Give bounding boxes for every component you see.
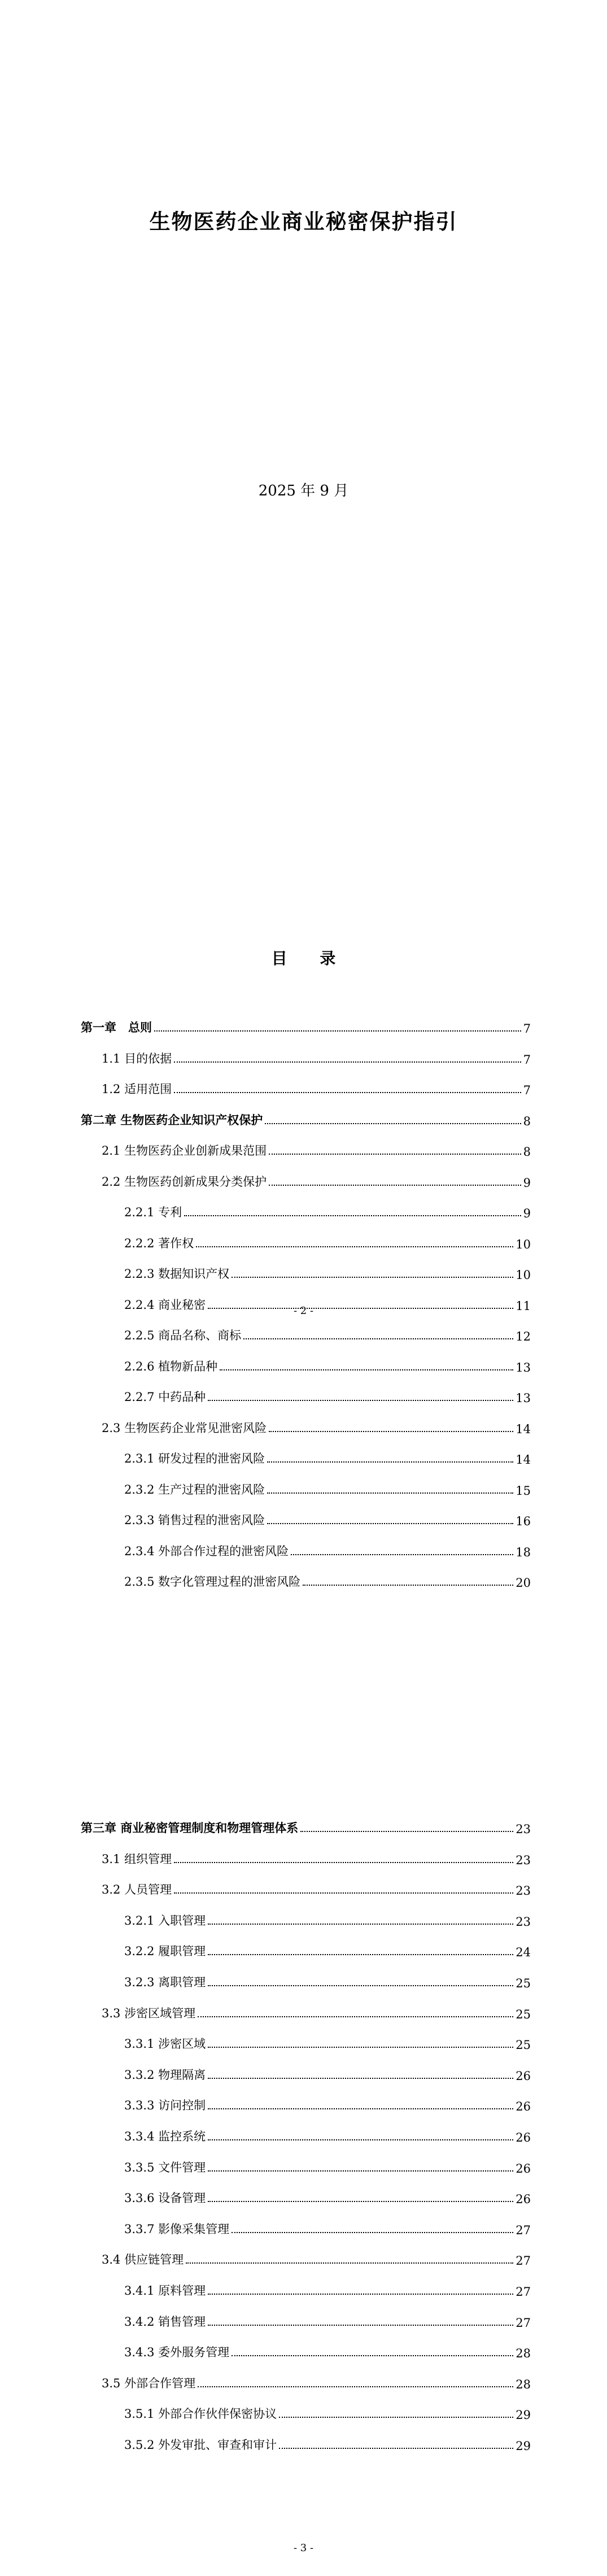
toc-dot-leader [198, 2386, 513, 2387]
toc-entry[interactable] [124, 1447, 531, 1467]
toc-dot-leader [232, 2232, 513, 2233]
toc-entry-title: 3.1 组织管理 [102, 1852, 172, 1866]
toc-entry-title: 第一章 总则 [81, 1020, 152, 1034]
toc-entry-title: 2.2 生物医药创新成果分类保护 [102, 1174, 267, 1189]
toc-entry-title: 2.2.2 著作权 [124, 1236, 194, 1250]
toc-dot-leader [208, 1400, 513, 1401]
toc-entry-title: 3.3.6 设备管理 [124, 2191, 206, 2205]
toc-entry[interactable] [81, 1817, 531, 1836]
toc-dot-leader [220, 1369, 513, 1370]
toc-dot-leader [208, 2294, 513, 2295]
toc-dot-leader [269, 1431, 513, 1432]
toc-dot-leader [232, 1277, 513, 1278]
toc-entry-title: 3.3.4 监控系统 [124, 2130, 206, 2143]
toc-dot-leader [208, 2139, 513, 2140]
cover-page [0, 0, 607, 873]
document-date: 2025 年 9 月 [258, 482, 349, 499]
toc-entry[interactable] [124, 1509, 531, 1528]
toc-entry-page: 13 [516, 1360, 531, 1374]
toc-entry-page: 14 [516, 1422, 531, 1436]
toc-entry-page: 9 [523, 1176, 531, 1190]
toc-entry-title: 3.2 人员管理 [102, 1883, 172, 1897]
toc-entry[interactable] [124, 1478, 531, 1498]
toc-entry-page: 7 [523, 1052, 531, 1067]
toc-dot-leader [291, 1554, 513, 1555]
toc-entry-page: 20 [516, 1576, 531, 1590]
toc-entry-page: 10 [516, 1237, 531, 1251]
toc-entry-title: 3.2.2 履职管理 [124, 1944, 206, 1959]
toc-dot-leader [279, 2417, 513, 2418]
toc-entry-page: 23 [516, 1822, 531, 1836]
toc-dot-leader [269, 1185, 521, 1186]
toc-entry-title: 3.3.7 影像采集管理 [124, 2222, 230, 2236]
toc-entry[interactable] [102, 2372, 531, 2391]
toc-entry[interactable] [102, 1848, 531, 1867]
toc-dot-leader [184, 1215, 521, 1216]
toc-dot-leader [198, 2016, 513, 2017]
toc-entry-page: 26 [516, 2100, 531, 2114]
toc-entry-page: 28 [516, 2377, 531, 2391]
toc-entry-title: 2.2.4 商业秘密 [124, 1298, 206, 1312]
toc-dot-leader [174, 1061, 521, 1063]
toc-dot-leader [154, 1030, 521, 1032]
toc-dot-leader [267, 1523, 513, 1524]
toc-entry-page: 13 [516, 1391, 531, 1405]
toc-entry-title: 2.3.2 生产过程的泄密风险 [124, 1482, 265, 1496]
page-number: - 2 - [293, 1305, 314, 1317]
toc-entry-title: 2.3 生物医药企业常见泄密风险 [102, 1421, 267, 1435]
toc-entry[interactable] [124, 1386, 531, 1405]
toc-entry-page: 7 [523, 1084, 531, 1097]
toc-dot-leader [300, 1831, 513, 1832]
document-title: 生物医药企业商业秘密保护指引 [149, 209, 458, 234]
toc-entry-page: 25 [516, 1977, 531, 1990]
toc-entry-page: 10 [516, 1268, 531, 1282]
toc-dot-leader [208, 2078, 513, 2079]
toc-entry[interactable] [124, 1355, 531, 1374]
toc-dot-leader [208, 1954, 513, 1955]
toc-entry[interactable] [124, 1201, 531, 1220]
toc-entry-page: 23 [516, 1914, 531, 1929]
toc-entry[interactable] [102, 1047, 531, 1067]
toc-entry-page: 7 [523, 1022, 531, 1035]
toc-dot-leader [208, 2047, 513, 2048]
toc-entry-title: 2.2.3 数据知识产权 [124, 1267, 230, 1281]
toc-dot-leader [265, 1123, 521, 1124]
toc-entry-title: 3.4 供应链管理 [102, 2253, 184, 2267]
toc-entry-title: 3.3 涉密区域管理 [102, 2006, 196, 2020]
toc-entry[interactable] [124, 1540, 531, 1559]
toc-entry[interactable] [124, 1263, 531, 1282]
toc-entry-page: 27 [516, 2316, 531, 2330]
toc-dot-leader [243, 1338, 513, 1339]
toc-page-2 [0, 1713, 607, 2576]
toc-entry[interactable] [124, 1909, 531, 1929]
toc-entry[interactable] [81, 1016, 531, 1035]
toc-dot-leader [267, 1461, 513, 1463]
toc-entry[interactable] [124, 1940, 531, 1959]
toc-dot-leader [208, 2108, 513, 2109]
toc-entry[interactable] [124, 2187, 531, 2206]
toc-entry-page: 23 [516, 1853, 531, 1867]
toc-entry-title: 3.5 外部合作管理 [102, 2376, 196, 2390]
toc-entry[interactable] [124, 2125, 531, 2144]
toc-entry-title: 第三章 商业秘密管理制度和物理管理体系 [81, 1821, 299, 1835]
toc-entry-page: 25 [516, 2007, 531, 2021]
toc-entry-page: 8 [523, 1114, 531, 1128]
toc-entry-title: 1.1 目的依据 [102, 1051, 172, 1065]
toc-entry[interactable] [124, 2064, 531, 2083]
toc-dot-leader [174, 1092, 521, 1093]
toc-entry-title: 2.2.1 专利 [124, 1206, 182, 1219]
toc-entry-title: 3.4.1 原料管理 [124, 2284, 206, 2297]
toc-dot-leader [267, 1492, 513, 1494]
toc-entry-title: 第二章 生物医药企业知识产权保护 [81, 1112, 263, 1127]
toc-entry-title: 2.3.4 外部合作过程的泄密风险 [124, 1544, 289, 1558]
toc-entry-title: 3.2.3 离职管理 [124, 1975, 206, 1989]
toc-entry[interactable] [124, 1324, 531, 1343]
toc-dot-leader [186, 2262, 513, 2264]
toc-entry[interactable] [124, 1570, 531, 1590]
toc-entry[interactable] [102, 2248, 531, 2268]
toc-entry[interactable] [124, 1971, 531, 1990]
toc-entry[interactable] [81, 1109, 531, 1128]
toc-entry-page: 14 [516, 1453, 531, 1467]
toc-entry-page: 26 [516, 2069, 531, 2083]
toc-entry-page: 29 [516, 2408, 531, 2422]
toc-entry-title: 2.1 生物医药企业创新成果范围 [102, 1144, 267, 1158]
toc-entry[interactable] [124, 2279, 531, 2299]
toc-entry-page: 26 [516, 2161, 531, 2175]
toc-dot-leader [208, 1985, 513, 1986]
toc-dot-leader [196, 1246, 513, 1247]
toc-entry-page: 11 [516, 1299, 531, 1313]
toc-dot-leader [279, 2448, 513, 2449]
toc-entry-page: 16 [516, 1515, 531, 1528]
toc-entry-title: 2.3.1 研发过程的泄密风险 [124, 1452, 265, 1465]
toc-entry-page: 27 [516, 2254, 531, 2268]
toc-entry-title: 3.4.2 销售管理 [124, 2314, 206, 2329]
toc-dot-leader [208, 2325, 513, 2326]
toc-entry-page: 24 [516, 1946, 531, 1960]
toc-entry[interactable] [102, 1417, 531, 1436]
toc-entry[interactable] [102, 1170, 531, 1190]
toc-entry-page: 28 [516, 2347, 531, 2361]
toc-entry-title: 2.2.5 商品名称、商标 [124, 1329, 242, 1342]
toc-dot-leader [269, 1154, 521, 1155]
toc-entry[interactable] [102, 1878, 531, 1898]
toc-dot-leader [174, 1892, 513, 1894]
toc-entry-page: 8 [523, 1145, 531, 1159]
toc-entry-title: 2.2.7 中药品种 [124, 1390, 206, 1404]
toc-entry[interactable] [124, 1232, 531, 1251]
toc-dot-leader [174, 1862, 513, 1863]
toc-dot-leader [208, 2170, 513, 2172]
toc-entry-title: 3.4.3 委外服务管理 [124, 2346, 230, 2360]
toc-entry-page: 27 [516, 2285, 531, 2299]
toc-entry[interactable] [102, 1078, 531, 1097]
toc-entry[interactable] [124, 2156, 531, 2175]
toc-entry-title: 2.2.6 植物新品种 [124, 1359, 218, 1373]
toc-entry[interactable] [102, 1139, 531, 1159]
toc-entry-page: 25 [516, 2038, 531, 2052]
toc-entry-page: 12 [516, 1330, 531, 1343]
toc-entry-page: 27 [516, 2223, 531, 2237]
toc-entry-title: 3.3.1 涉密区域 [124, 2037, 206, 2051]
toc-entry-page: 29 [516, 2439, 531, 2453]
toc-entry[interactable] [124, 2033, 531, 2052]
toc-dot-leader [208, 2201, 513, 2202]
toc-entry-title: 3.5.2 外发审批、审查和审计 [124, 2438, 277, 2452]
toc-entry-page: 9 [523, 1207, 531, 1220]
toc-dot-leader [232, 2355, 513, 2356]
toc-entry-title: 3.5.1 外部合作伙伴保密协议 [124, 2407, 277, 2421]
toc-entry[interactable] [124, 2094, 531, 2113]
toc-entry-page: 18 [516, 1545, 531, 1559]
toc-dot-leader [303, 1585, 513, 1586]
toc-entry-title: 3.3.3 访问控制 [124, 2099, 206, 2113]
toc-entry[interactable] [124, 2310, 531, 2330]
toc-entry-title: 3.3.5 文件管理 [124, 2160, 206, 2174]
toc-dot-leader [208, 1924, 513, 1925]
toc-entry-title: 2.3.5 数字化管理过程的泄密风险 [124, 1575, 301, 1589]
toc-entry-page: 23 [516, 1884, 531, 1898]
toc-entry-title: 1.2 适用范围 [102, 1082, 172, 1096]
toc-heading: 目 录 [271, 949, 350, 968]
toc-entry-title: 3.2.1 入职管理 [124, 1913, 206, 1927]
page-number: - 3 - [293, 2542, 314, 2554]
toc-entry-page: 26 [516, 2131, 531, 2144]
toc-entry[interactable] [124, 2341, 531, 2360]
toc-entry-page: 26 [516, 2192, 531, 2207]
toc-entry-page: 15 [516, 1483, 531, 1498]
toc-entry[interactable] [102, 2002, 531, 2021]
toc-entry[interactable] [124, 2403, 531, 2422]
toc-entry-title: 3.3.2 物理隔离 [124, 2068, 206, 2082]
toc-entry[interactable] [124, 2218, 531, 2237]
toc-entry-title: 2.3.3 销售过程的泄密风险 [124, 1513, 265, 1527]
toc-entry[interactable] [124, 2434, 531, 2453]
toc-page-1 [0, 873, 607, 1713]
